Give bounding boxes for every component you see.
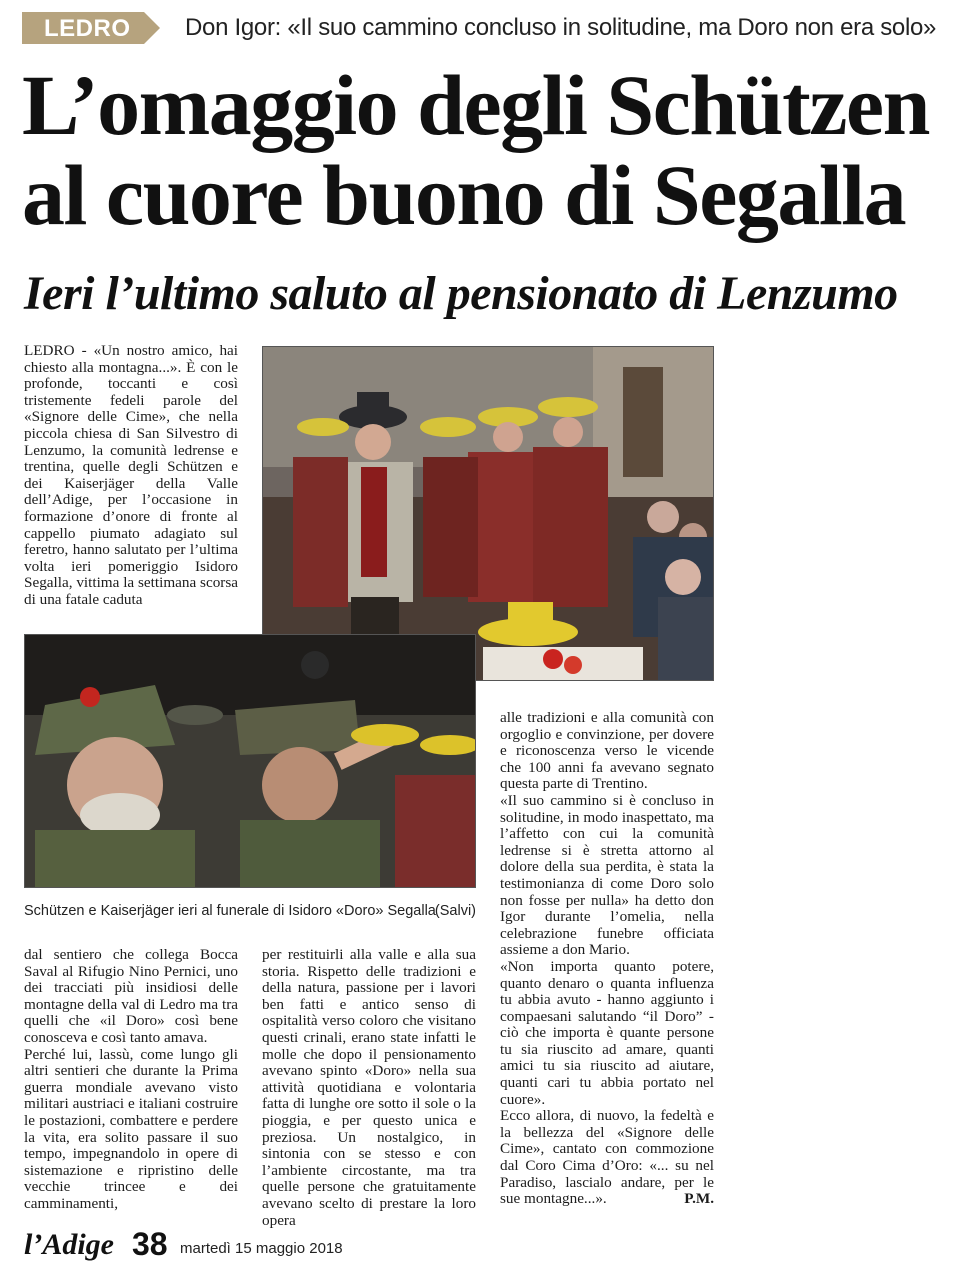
paragraph: Perché lui, lassù, come lungo gli altri sentieri che durante la Prima guerra mondiale avevano visto militari austriaci e italiani costruire le postazioni, combattere e perdere la vita, era solito passare il suo tempo, impegnandolo in opere di sistemazione e ripristino delle vecchie trincee e dei camminamenti, [24, 1045, 238, 1212]
author-signature: P.M. [684, 1190, 714, 1208]
paragraph: per restituirli alla valle e alla sua storia. Rispetto delle tradizioni e della natura, passione per i lavori ben fatti e antico senso di ospitalità verso coloro che visitano questi crinali, erano state infatti le molle che dopo il pensionamento avevano spinto «Doro» nella sua attività quotidiana e volontaria fatta di lunghe ore sotto il sole o la pioggia, e per questo unica e preziosa. Un nostalgico, in sintonia con se stesso e con l’ambiente circostante, ma tra quelle persone che gratuitamente avevano scelto di prestare la loro opera [262, 946, 476, 1229]
headline [22, 57, 952, 243]
section-tag-label: LEDRO [44, 15, 131, 42]
photo-credit: (Salvi) [434, 903, 476, 919]
paragraph: LEDRO - «Un nostro amico, hai chiesto alla montagna...». È con le profonde, toccanti e così tristemente fedeli parole del «Signore delle Cime», che nella piccola chiesa di San Silvestro di Lenzumo, la comunità ledrense e trentina, quelle degli Schützen e dei Kaiserjäger della Valle dell’Adige, per l’occasione in formazione d’onore di fronte al cappello piumato adagiato sul feretro, hanno salutato per l’ultima volta ieri pomeriggio Isidoro Segalla, vittima la settimana scorsa di una fatale caduta [24, 342, 238, 608]
article-column-1 [24, 343, 238, 609]
kicker-quote: Don Igor: «Il suo cammino concluso in solitudine, ma Doro non era solo» [185, 14, 937, 41]
kicker-bar [22, 10, 952, 46]
headline-line-2: al cuore buono di Segalla [22, 147, 906, 243]
page-number: 38 [132, 1226, 168, 1262]
paragraph [500, 1108, 714, 1208]
paragraph: «Non importa quanto potere, quanto denaro o quanta influenza tu abbia avuto - hanno aggiunto i compaesani salutando “il Doro” - ciò che importa è quante persone tu sia riuscito ad amare, quanti amici tu sia riuscito ad aiutare, quanti cari tu abbia portato nel cuore». [500, 957, 714, 1108]
paragraph: «Il suo cammino si è concluso in solitudine, in modo inaspettato, ma l’affetto con cui la comunità ledrense si è stretta attorno al dolore della sua perdita, è stata la testimonianza di come Doro solo non fosse per nulla» ha detto don Igor durante l’omelia, nella celebrazione funebre officiata assieme a don Mario. [500, 791, 714, 959]
photo-image [25, 635, 476, 888]
headline-line-1: L’omaggio degli Schützen [22, 57, 929, 153]
subheadline: Ieri l’ultimo saluto al pensionato di Lenzumo [24, 267, 898, 320]
article-column-3 [262, 947, 476, 1229]
issue-date: martedì 15 maggio 2018 [180, 1240, 343, 1257]
photo-image [263, 347, 714, 681]
paragraph-text: Ecco allora, di nuovo, la fedeltà e la bellezza del «Signore delle Cime», cantato con commozione dal Coro Cima d’Oro: «... su nel Paradiso, lascialo andare, per le sue montagne...». [500, 1107, 714, 1208]
article-column-2 [24, 947, 238, 1213]
newspaper-logo: l’Adige [24, 1228, 114, 1261]
article-column-4 [500, 710, 714, 1208]
section-tag [22, 12, 160, 44]
paragraph: alle tradizioni e alla comunità con orgoglio e convinzione, per dovere e riconoscenza verso le vicende che 100 anni fa avevano segnato questa parte di Trentino. [500, 709, 714, 793]
page-footer [24, 1228, 724, 1262]
photo-schutzen-formation [262, 346, 714, 681]
photo-caption [24, 903, 476, 919]
caption-text: Schützen e Kaiserjäger ieri al funerale di Isidoro «Doro» Segalla [24, 903, 436, 919]
paragraph: dal sentiero che collega Bocca Saval al Rifugio Nino Pernici, uno dei tracciati più insidiosi delle montagne della val di Ledro ma tra quelli che «il Doro» così bene conosceva e così tanto amava. [24, 946, 238, 1046]
photo-kaiserjager-salute [24, 634, 476, 888]
